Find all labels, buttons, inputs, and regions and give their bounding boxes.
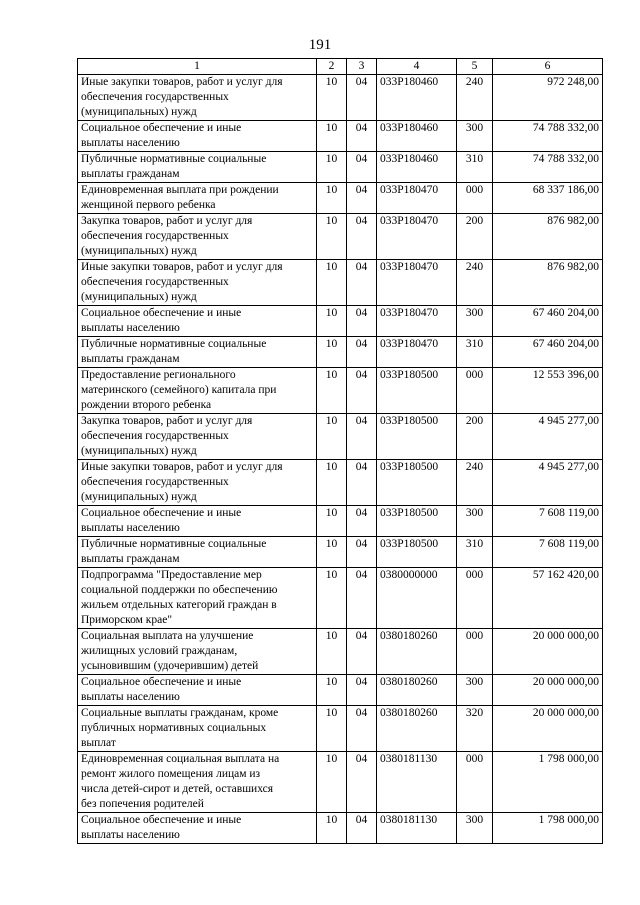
row-section: 10	[317, 368, 347, 414]
row-sum: 876 982,00	[493, 214, 603, 260]
row-name	[78, 214, 317, 260]
row-name-line: социальной поддержки по обеспечению	[81, 584, 278, 596]
column-header-name: 1	[78, 59, 317, 75]
row-name-line: выплаты населению	[81, 691, 180, 703]
row-sum: 67 460 204,00	[493, 337, 603, 368]
row-subsection: 04	[347, 152, 377, 183]
row-section: 10	[317, 183, 347, 214]
row-section: 10	[317, 337, 347, 368]
row-article: 033Р180470	[377, 306, 457, 337]
row-name	[78, 368, 317, 414]
row-name-line: Социальное обеспечение и иные	[81, 814, 242, 826]
row-name	[78, 706, 317, 752]
row-subsection: 04	[347, 813, 377, 844]
row-name	[78, 306, 317, 337]
row-section: 10	[317, 537, 347, 568]
row-name	[78, 337, 317, 368]
row-article: 0380180260	[377, 675, 457, 706]
row-section: 10	[317, 706, 347, 752]
table-row	[78, 306, 603, 337]
row-name-line: Единовременная социальная выплата на	[81, 753, 280, 765]
row-name	[78, 752, 317, 813]
row-article: 033Р180470	[377, 183, 457, 214]
column-header-article: 4	[377, 59, 457, 75]
row-name	[78, 260, 317, 306]
table-row	[78, 460, 603, 506]
column-header-expense-type: 5	[457, 59, 493, 75]
row-name-line: выплаты гражданам	[81, 168, 180, 180]
row-subsection: 04	[347, 260, 377, 306]
table-row	[78, 629, 603, 675]
row-article: 033Р180500	[377, 506, 457, 537]
column-header-section: 2	[317, 59, 347, 75]
row-subsection: 04	[347, 537, 377, 568]
row-article: 033Р180460	[377, 152, 457, 183]
row-article: 033Р180470	[377, 337, 457, 368]
table-row	[78, 337, 603, 368]
row-subsection: 04	[347, 568, 377, 629]
row-sum: 1 798 000,00	[493, 813, 603, 844]
row-sum: 4 945 277,00	[493, 414, 603, 460]
row-name-line: Социальное обеспечение и иные	[81, 307, 242, 319]
row-sum: 7 608 119,00	[493, 537, 603, 568]
row-subsection: 04	[347, 752, 377, 813]
row-sum: 972 248,00	[493, 75, 603, 121]
table-row	[78, 183, 603, 214]
row-section: 10	[317, 306, 347, 337]
row-sum: 4 945 277,00	[493, 460, 603, 506]
row-expense-type: 000	[457, 752, 493, 813]
row-name-line: публичных нормативных социальных	[81, 722, 267, 734]
row-article: 033Р180500	[377, 460, 457, 506]
row-name	[78, 568, 317, 629]
row-sum: 20 000 000,00	[493, 629, 603, 675]
row-name-line: Социальное обеспечение и иные	[81, 676, 242, 688]
row-expense-type: 320	[457, 706, 493, 752]
row-name-line: материнского (семейного) капитала при	[81, 384, 277, 396]
row-name-line: Подпрограмма "Предоставление мер	[81, 569, 262, 581]
row-name-line: рождении второго ребенка	[81, 399, 212, 411]
row-subsection: 04	[347, 706, 377, 752]
row-expense-type: 000	[457, 368, 493, 414]
table-row	[78, 75, 603, 121]
row-expense-type: 200	[457, 214, 493, 260]
row-subsection: 04	[347, 368, 377, 414]
table-row	[78, 506, 603, 537]
row-name	[78, 460, 317, 506]
row-expense-type: 300	[457, 306, 493, 337]
row-section: 10	[317, 214, 347, 260]
row-name-line: Социальное обеспечение и иные	[81, 507, 242, 519]
row-name-line: выплаты населению	[81, 522, 180, 534]
row-name-line: выплаты гражданам	[81, 553, 180, 565]
row-section: 10	[317, 629, 347, 675]
row-expense-type: 300	[457, 506, 493, 537]
row-sum: 1 798 000,00	[493, 752, 603, 813]
row-name-line: Иные закупки товаров, работ и услуг для	[81, 461, 283, 473]
table-row	[78, 537, 603, 568]
row-name-line: (муниципальных) нужд	[81, 291, 197, 303]
header-row	[78, 59, 603, 75]
row-expense-type: 000	[457, 183, 493, 214]
row-name-line: (муниципальных) нужд	[81, 491, 197, 503]
row-name	[78, 675, 317, 706]
row-name-line: Предоставление регионального	[81, 369, 236, 381]
row-name-line: выплаты населению	[81, 829, 180, 841]
row-sum: 74 788 332,00	[493, 121, 603, 152]
row-name-line: обеспечения государственных	[81, 91, 229, 103]
row-subsection: 04	[347, 629, 377, 675]
row-name	[78, 537, 317, 568]
row-name-line: (муниципальных) нужд	[81, 106, 197, 118]
row-expense-type: 200	[457, 414, 493, 460]
table-row	[78, 214, 603, 260]
row-subsection: 04	[347, 214, 377, 260]
row-name-line: обеспечения государственных	[81, 430, 229, 442]
row-name-line: Приморском крае"	[81, 614, 173, 626]
row-sum: 67 460 204,00	[493, 306, 603, 337]
row-subsection: 04	[347, 460, 377, 506]
row-article: 0380181130	[377, 813, 457, 844]
row-expense-type: 310	[457, 537, 493, 568]
row-name-line: Социальная выплата на улучшение	[81, 630, 254, 642]
row-section: 10	[317, 675, 347, 706]
table-row	[78, 414, 603, 460]
table-row	[78, 152, 603, 183]
row-article: 033Р180470	[377, 260, 457, 306]
row-name	[78, 183, 317, 214]
row-name	[78, 414, 317, 460]
row-section: 10	[317, 260, 347, 306]
table-row	[78, 260, 603, 306]
row-subsection: 04	[347, 75, 377, 121]
row-name-line: Публичные нормативные социальные	[81, 338, 267, 350]
row-name-line: жилищных условий гражданам,	[81, 645, 238, 657]
row-expense-type: 300	[457, 675, 493, 706]
row-name-line: Закупка товаров, работ и услуг для	[81, 215, 253, 227]
row-sum: 68 337 186,00	[493, 183, 603, 214]
row-expense-type: 310	[457, 337, 493, 368]
row-subsection: 04	[347, 183, 377, 214]
row-name	[78, 152, 317, 183]
row-name-line: Социальные выплаты гражданам, кроме	[81, 707, 279, 719]
row-section: 10	[317, 414, 347, 460]
row-name-line: обеспечения государственных	[81, 230, 229, 242]
row-section: 10	[317, 75, 347, 121]
row-expense-type: 300	[457, 121, 493, 152]
row-name-line: обеспечения государственных	[81, 476, 229, 488]
row-article: 0380180260	[377, 706, 457, 752]
row-sum: 74 788 332,00	[493, 152, 603, 183]
table-row	[78, 706, 603, 752]
row-expense-type: 240	[457, 260, 493, 306]
row-sum: 12 553 396,00	[493, 368, 603, 414]
row-subsection: 04	[347, 121, 377, 152]
row-article: 0380181130	[377, 752, 457, 813]
row-section: 10	[317, 506, 347, 537]
row-name	[78, 629, 317, 675]
row-sum: 20 000 000,00	[493, 675, 603, 706]
row-name-line: женщиной первого ребенка	[81, 199, 216, 211]
row-article: 033Р180460	[377, 121, 457, 152]
row-expense-type: 000	[457, 629, 493, 675]
row-subsection: 04	[347, 414, 377, 460]
row-name-line: Публичные нормативные социальные	[81, 153, 267, 165]
row-name-line: числа детей-сирот и детей, оставшихся	[81, 783, 274, 795]
column-header-subsection: 3	[347, 59, 377, 75]
row-article: 0380000000	[377, 568, 457, 629]
row-subsection: 04	[347, 306, 377, 337]
page-number: 191	[308, 37, 332, 53]
row-section: 10	[317, 121, 347, 152]
row-sum: 876 982,00	[493, 260, 603, 306]
row-sum: 7 608 119,00	[493, 506, 603, 537]
row-subsection: 04	[347, 337, 377, 368]
table-row	[78, 568, 603, 629]
row-name-line: Иные закупки товаров, работ и услуг для	[81, 76, 283, 88]
row-section: 10	[317, 752, 347, 813]
budget-table	[77, 58, 603, 844]
row-expense-type: 240	[457, 75, 493, 121]
row-expense-type: 300	[457, 813, 493, 844]
row-expense-type: 000	[457, 568, 493, 629]
table-row	[78, 121, 603, 152]
row-article: 033Р180500	[377, 414, 457, 460]
row-name-line: жильем отдельных категорий граждан в	[81, 599, 277, 611]
row-name	[78, 75, 317, 121]
row-article: 033Р180500	[377, 537, 457, 568]
row-article: 0380180260	[377, 629, 457, 675]
table-row	[78, 813, 603, 844]
row-name	[78, 121, 317, 152]
row-name-line: усыновившим (удочерившим) детей	[81, 660, 259, 672]
row-article: 033Р180500	[377, 368, 457, 414]
row-name	[78, 506, 317, 537]
table-row	[78, 675, 603, 706]
row-name-line: (муниципальных) нужд	[81, 445, 197, 457]
column-header-sum: 6	[493, 59, 603, 75]
row-section: 10	[317, 568, 347, 629]
row-name-line: без попечения родителей	[81, 798, 204, 810]
row-name-line: Социальное обеспечение и иные	[81, 122, 242, 134]
row-name-line: Иные закупки товаров, работ и услуг для	[81, 261, 283, 273]
row-name	[78, 813, 317, 844]
row-name-line: ремонт жилого помещения лицам из	[81, 768, 261, 780]
row-name-line: обеспечения государственных	[81, 276, 229, 288]
row-subsection: 04	[347, 675, 377, 706]
row-subsection: 04	[347, 506, 377, 537]
row-section: 10	[317, 813, 347, 844]
table-row	[78, 752, 603, 813]
row-section: 10	[317, 460, 347, 506]
row-name-line: выплат	[81, 737, 116, 749]
row-expense-type: 240	[457, 460, 493, 506]
row-article: 033Р180460	[377, 75, 457, 121]
row-name-line: выплаты гражданам	[81, 353, 180, 365]
row-article: 033Р180470	[377, 214, 457, 260]
row-name-line: (муниципальных) нужд	[81, 245, 197, 257]
table-row	[78, 368, 603, 414]
row-name-line: Закупка товаров, работ и услуг для	[81, 415, 253, 427]
row-name-line: выплаты населению	[81, 137, 180, 149]
row-name-line: Единовременная выплата при рождении	[81, 184, 279, 196]
row-expense-type: 310	[457, 152, 493, 183]
row-name-line: Публичные нормативные социальные	[81, 538, 267, 550]
row-name-line: выплаты населению	[81, 322, 180, 334]
row-section: 10	[317, 152, 347, 183]
row-sum: 57 162 420,00	[493, 568, 603, 629]
row-sum: 20 000 000,00	[493, 706, 603, 752]
